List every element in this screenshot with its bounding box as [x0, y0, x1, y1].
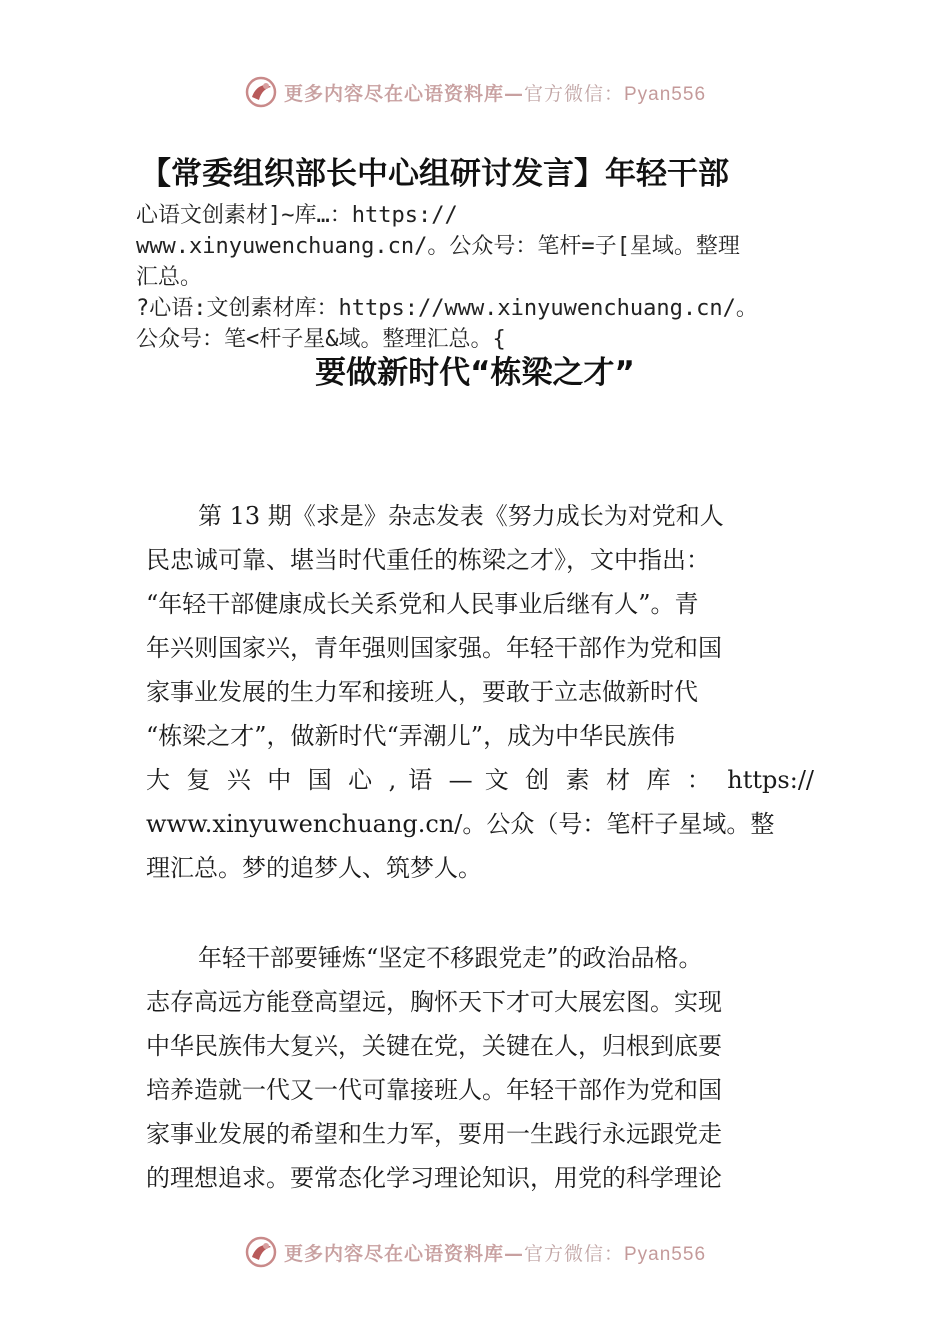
source-notice-line: 心语文创素材]~库…：https:// — [136, 203, 458, 228]
paragraph-line: 年轻干部要锤炼“坚定不移跟党走”的政治品格。 — [198, 944, 703, 972]
footer-banner — [0, 1232, 950, 1272]
body-paragraph-2 — [146, 936, 814, 1200]
body-paragraph-1 — [146, 494, 814, 890]
paragraph-line: 家事业发展的生力军和接班人，要敢于立志做新时代 — [146, 678, 698, 706]
document-title-line-1: 【常委组织部长中心组研讨发言】年轻干部 — [140, 156, 729, 192]
header-banner-text: 更多内容尽在心语资料库—官方微信：Pyan556 — [283, 82, 707, 105]
source-notice-line: www.xinyuwenchuang.cn/。公众号：笔杆=子[星域。整理 — [136, 234, 740, 259]
paragraph-line: “栋梁之才”，做新时代“弄潮儿”，成为中华民族伟 — [146, 722, 676, 750]
source-notice-line: ?心语:文创素材库：https://www.xinyuwenchuang.cn/。 — [136, 296, 758, 321]
paragraph-line: 理汇总。梦的追梦人、筑梦人。 — [146, 854, 482, 882]
brand-logo-icon — [244, 1235, 278, 1269]
paragraph-line: 中华民族伟大复兴，关键在党，关键在人，归根到底要 — [146, 1032, 722, 1060]
paragraph-line: 民忠诚可靠、堪当时代重任的栋梁之才》，文中指出： — [146, 546, 710, 574]
paragraph-line: “年轻干部健康成长关系党和人民事业后继有人”。青 — [146, 590, 699, 618]
paragraph-line: 第 13 期《求是》杂志发表《努力成长为对党和人 — [198, 502, 724, 530]
paragraph-line: 培养造就一代又一代可靠接班人。年轻干部作为党和国 — [146, 1076, 722, 1104]
wechat-id: Pyan556 — [624, 1243, 707, 1265]
paragraph-line: www.xinyuwenchuang.cn/。公众（号：笔杆子星域。整 — [146, 810, 775, 838]
paragraph-line: 年兴则国家兴，青年强则国家强。年轻干部作为党和国 — [146, 634, 722, 662]
source-notice — [136, 200, 826, 355]
source-notice-line: 公众号：笔<杆子星&域。整理汇总。{ — [136, 327, 506, 352]
header-banner — [0, 72, 950, 112]
document-title-line-2: 要做新时代“栋梁之才” — [315, 355, 635, 391]
paragraph-line: 的理想追求。要常态化学习理论知识，用党的科学理论 — [146, 1164, 722, 1192]
brand-logo-icon — [244, 75, 278, 109]
paragraph-line: 志存高远方能登高望远，胸怀天下才可大展宏图。实现 — [146, 988, 722, 1016]
paragraph-line: 大 复 兴 中 国 心 , 语 — 文 创 素 材 库 ： https:// — [146, 766, 814, 794]
wechat-id: Pyan556 — [624, 83, 707, 105]
footer-banner-text: 更多内容尽在心语资料库—官方微信：Pyan556 — [283, 1242, 707, 1265]
source-notice-line: 汇总。 — [136, 265, 203, 290]
paragraph-line: 家事业发展的希望和生力军，要用一生践行永远跟党走 — [146, 1120, 722, 1148]
